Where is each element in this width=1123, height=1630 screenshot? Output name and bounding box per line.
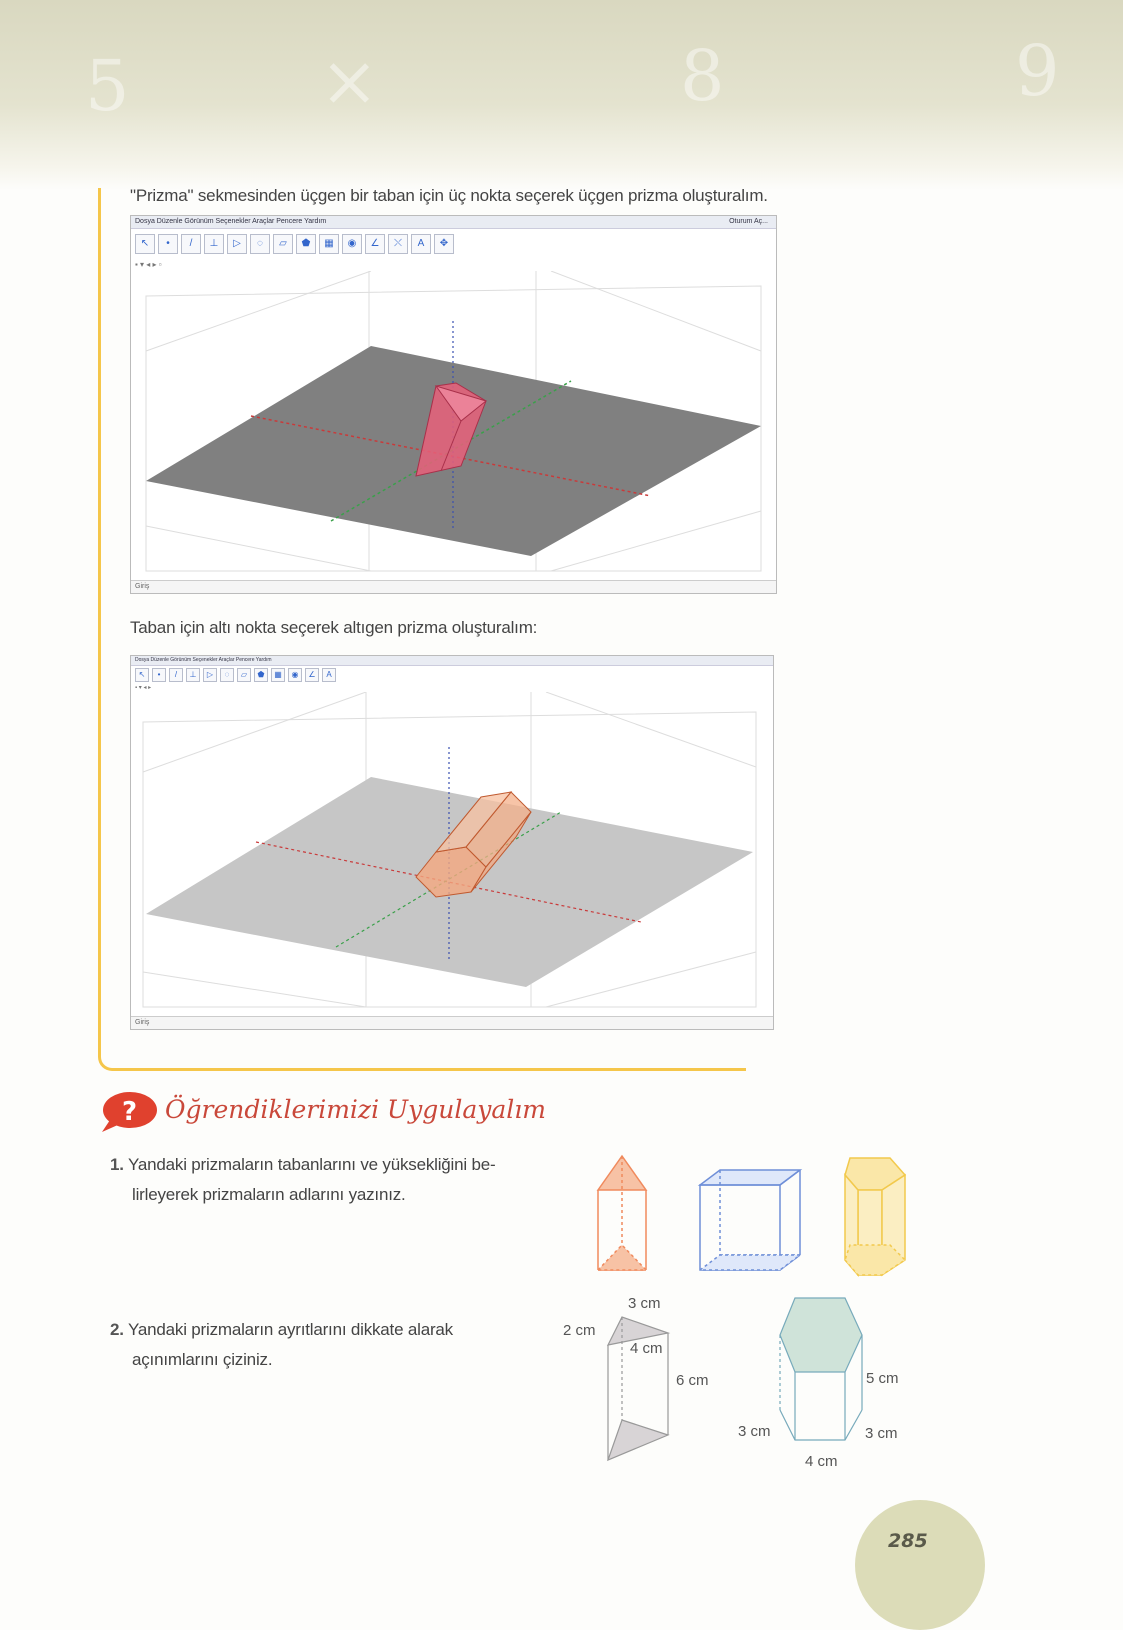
yellow-pentagonal-prism (845, 1158, 905, 1275)
header-band (0, 0, 1123, 190)
circle-tool-icon[interactable]: ◌ (250, 234, 270, 254)
input-bar[interactable]: Giriş (131, 1016, 774, 1029)
dim-label: 5 cm (866, 1370, 899, 1387)
question-2 (110, 1315, 453, 1375)
orange-triangular-prism (598, 1156, 646, 1270)
menu-items[interactable]: Dosya Düzenle Görünüm Seçenekler Araçlar Pencere Yardım (135, 657, 272, 663)
move-view-tool-icon[interactable]: ✥ (434, 234, 454, 254)
angle-tool-icon[interactable]: ∠ (305, 668, 319, 682)
prism-tool-icon[interactable]: ⬟ (254, 668, 268, 682)
net-tool-icon[interactable]: ▦ (271, 668, 285, 682)
q2-triangular-prism (600, 1305, 680, 1470)
point-tool-icon[interactable]: • (158, 234, 178, 254)
question-1 (110, 1150, 495, 1210)
sphere-tool-icon[interactable]: ◉ (288, 668, 302, 682)
question-number: 2. (110, 1320, 124, 1339)
3d-graphics-view[interactable] (131, 692, 773, 1017)
perpendicular-tool-icon[interactable]: ⊥ (186, 668, 200, 682)
plane-tool-icon[interactable]: ▱ (237, 668, 251, 682)
geogebra-window-triangular (130, 215, 777, 594)
move-tool-icon[interactable]: ↖ (135, 668, 149, 682)
polygon-tool-icon[interactable]: ▷ (227, 234, 247, 254)
net-tool-icon[interactable]: ▦ (319, 234, 339, 254)
circle-tool-icon[interactable]: ◌ (220, 668, 234, 682)
page-number-badge (855, 1500, 985, 1630)
sphere-tool-icon[interactable]: ◉ (342, 234, 362, 254)
dim-label: 2 cm (563, 1322, 596, 1339)
question-text-line1: Yandaki prizmaların ayrıtlarını dikkate alarak (128, 1320, 453, 1339)
line-tool-icon[interactable]: / (169, 668, 183, 682)
dim-label: 3 cm (628, 1295, 661, 1312)
text-tool-icon[interactable]: A (411, 234, 431, 254)
perpendicular-tool-icon[interactable]: ⊥ (204, 234, 224, 254)
intro-triangular: "Prizma" sekmesinden üçgen bir taban için üç nokta seçerek üçgen prizma oluşturalım. (130, 186, 768, 205)
toolbar (135, 234, 454, 254)
q1-prism-figures (590, 1150, 920, 1280)
menu-items[interactable]: Dosya Düzenle Görünüm Seçenekler Araçlar Pencere Yardım (135, 218, 327, 225)
dim-label: 3 cm (865, 1425, 898, 1442)
reflect-tool-icon[interactable]: ⤬ (388, 234, 408, 254)
question-icon (100, 1090, 158, 1132)
decor-digit: 5 (85, 45, 130, 127)
decor-digit: × (320, 40, 379, 122)
q2-hexagonal-prism (770, 1290, 870, 1455)
plane-tool-icon[interactable]: ▱ (273, 234, 293, 254)
blue-cube (700, 1170, 800, 1270)
style-bar[interactable]: ▪ ▾ ◂ ▸ (135, 685, 152, 691)
svg-text:?: ? (122, 1097, 138, 1127)
page-number: 285 (888, 1530, 928, 1552)
polygon-tool-icon[interactable]: ▷ (203, 668, 217, 682)
question-text-line2: açınımlarını çiziniz. (132, 1350, 273, 1369)
angle-tool-icon[interactable]: ∠ (365, 234, 385, 254)
geogebra-window-hexagonal (130, 655, 774, 1030)
decor-digit: 9 (1015, 30, 1060, 112)
dim-label: 3 cm (738, 1423, 771, 1440)
question-text-line1: Yandaki prizmaların tabanlarını ve yüksekliğini be- (128, 1155, 496, 1174)
question-text-line2: lirleyerek prizmaların adlarını yazınız. (132, 1185, 406, 1204)
section-title: Öğrendiklerimizi Uygulayalım (165, 1095, 546, 1124)
input-bar[interactable]: Giriş (131, 580, 777, 593)
text-tool-icon[interactable]: A (322, 668, 336, 682)
move-tool-icon[interactable]: ↖ (135, 234, 155, 254)
dim-label: 6 cm (676, 1372, 709, 1389)
style-bar[interactable]: ▪ ▾ ◂ ▸ ▫ (135, 260, 162, 269)
3d-graphics-view[interactable] (131, 271, 776, 581)
point-tool-icon[interactable]: • (152, 668, 166, 682)
toolbar (135, 668, 336, 682)
intro-hexagonal: Taban için altı nokta seçerek altıgen prizma oluşturalım: (130, 618, 538, 637)
prism-tool-icon[interactable]: ⬟ (296, 234, 316, 254)
menu-bar (131, 656, 773, 666)
question-number: 1. (110, 1155, 124, 1174)
menu-bar (131, 216, 776, 229)
dim-label: 4 cm (630, 1340, 663, 1357)
line-tool-icon[interactable]: / (181, 234, 201, 254)
dim-label: 4 cm (805, 1453, 838, 1470)
login-link[interactable]: Oturum Aç... (729, 218, 768, 225)
decor-digit: 8 (680, 35, 725, 117)
